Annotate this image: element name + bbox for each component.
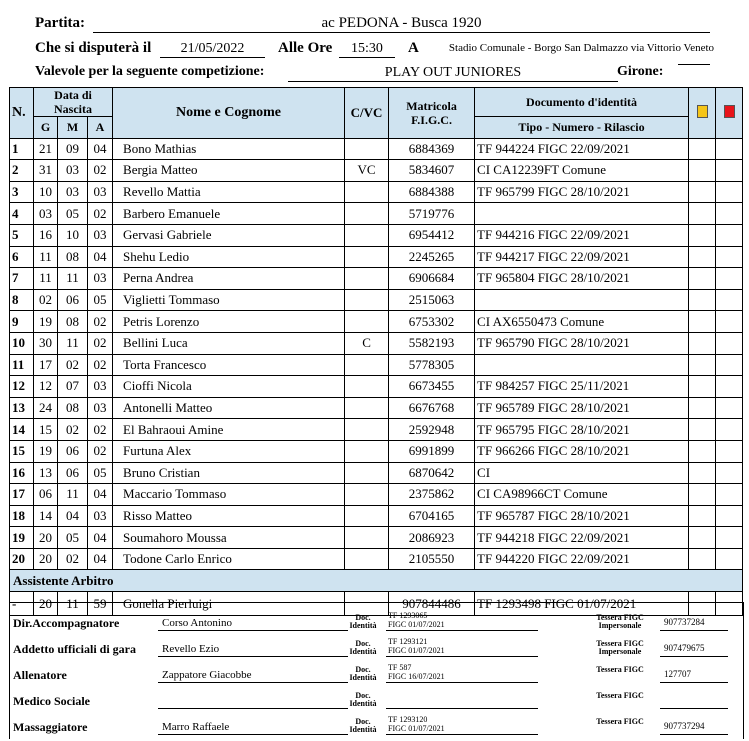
- player-birth-day: 06: [34, 484, 58, 506]
- player-matricola: 6753302: [389, 311, 475, 333]
- player-birth-day: 19: [34, 440, 58, 462]
- player-row: [10, 181, 743, 203]
- assistant-month: 11: [58, 592, 88, 616]
- player-captain: [345, 311, 389, 333]
- venue-label: A: [408, 40, 419, 56]
- player-red-cell: [716, 376, 743, 398]
- player-number: 17: [10, 484, 34, 506]
- player-captain: [345, 268, 389, 290]
- yellow-card-icon: [697, 105, 708, 118]
- player-captain: [345, 484, 389, 506]
- player-birth-year: 04: [88, 548, 113, 570]
- player-birth-year: 02: [88, 311, 113, 333]
- player-birth-year: 05: [88, 462, 113, 484]
- player-yellow-cell: [689, 332, 716, 354]
- player-birth-day: 13: [34, 462, 58, 484]
- staff-doc-label: Doc. Identità: [349, 639, 377, 656]
- player-red-cell: [716, 246, 743, 268]
- player-document: [475, 289, 689, 311]
- staff-doc-label: Doc. Identità: [349, 613, 377, 630]
- player-captain: [345, 289, 389, 311]
- player-row: [10, 419, 743, 441]
- player-yellow-cell: [689, 181, 716, 203]
- player-number: 18: [10, 505, 34, 527]
- player-name: Maccario Tommaso: [113, 484, 345, 506]
- assistant-document: TF 1293498 FIGC 01/07/2021: [475, 592, 689, 616]
- player-yellow-cell: [689, 397, 716, 419]
- player-name: Furtuna Alex: [113, 440, 345, 462]
- player-row: [10, 289, 743, 311]
- player-birth-month: 08: [58, 246, 88, 268]
- staff-role: Massaggiatore: [13, 720, 88, 734]
- staff-row: [10, 637, 743, 663]
- staff-doc-label: Doc. Identità: [349, 665, 377, 682]
- player-name: Antonelli Matteo: [113, 397, 345, 419]
- player-captain: [345, 419, 389, 441]
- player-yellow-cell: [689, 440, 716, 462]
- staff-document: [386, 637, 538, 657]
- player-row: [10, 548, 743, 570]
- player-name: Viglietti Tommaso: [113, 289, 345, 311]
- player-number: 5: [10, 224, 34, 246]
- partita-value: ac PEDONA - Busca 1920: [93, 15, 710, 33]
- player-captain: [345, 397, 389, 419]
- player-name: Perna Andrea: [113, 268, 345, 290]
- player-document: CI: [475, 462, 689, 484]
- player-row: [10, 527, 743, 549]
- player-birth-month: 02: [58, 419, 88, 441]
- player-row: [10, 376, 743, 398]
- player-document: TF 944218 FIGC 22/09/2021: [475, 527, 689, 549]
- player-name: Bono Mathias: [113, 138, 345, 160]
- player-yellow-cell: [689, 311, 716, 333]
- player-birth-year: 03: [88, 376, 113, 398]
- player-row: [10, 505, 743, 527]
- player-document: TF 965789 FIGC 28/10/2021: [475, 397, 689, 419]
- player-yellow-cell: [689, 224, 716, 246]
- player-birth-day: 10: [34, 181, 58, 203]
- player-name: El Bahraoui Amine: [113, 419, 345, 441]
- player-birth-year: 03: [88, 181, 113, 203]
- player-document: CI CA12239FT Comune: [475, 160, 689, 182]
- player-number: 12: [10, 376, 34, 398]
- player-name: Shehu Ledio: [113, 246, 345, 268]
- header-day: G: [34, 117, 58, 139]
- player-number: 10: [10, 332, 34, 354]
- time-label: Alle Ore: [278, 40, 333, 56]
- header-matricola: Matricola F.I.G.C.: [389, 88, 475, 139]
- staff-tessera: 907737294: [660, 721, 728, 735]
- player-document: [475, 203, 689, 225]
- player-birth-year: 03: [88, 224, 113, 246]
- player-name: Soumahoro Moussa: [113, 527, 345, 549]
- player-birth-month: 10: [58, 224, 88, 246]
- staff-tessera: 907737284: [660, 617, 728, 631]
- player-birth-day: 30: [34, 332, 58, 354]
- player-yellow-cell: [689, 246, 716, 268]
- staff-name: Marro Raffaele: [158, 721, 348, 735]
- player-row: [10, 311, 743, 333]
- player-birth-day: 12: [34, 376, 58, 398]
- player-yellow-cell: [689, 527, 716, 549]
- player-number: 7: [10, 268, 34, 290]
- player-matricola: 5834607: [389, 160, 475, 182]
- player-number: 14: [10, 419, 34, 441]
- staff-tessera: 127707: [660, 669, 728, 683]
- player-birth-year: 04: [88, 246, 113, 268]
- player-row: [10, 332, 743, 354]
- players-table: [9, 87, 743, 616]
- assistant-day: 20: [34, 592, 58, 616]
- staff-doc-label: Doc. Identità: [349, 691, 377, 708]
- player-birth-year: 03: [88, 268, 113, 290]
- player-birth-year: 02: [88, 440, 113, 462]
- player-matricola: 6884369: [389, 138, 475, 160]
- staff-name: [158, 695, 348, 709]
- date-value: 21/05/2022: [160, 40, 265, 58]
- player-yellow-cell: [689, 138, 716, 160]
- staff-tessera: 907479675: [660, 643, 728, 657]
- staff-row: [10, 689, 743, 715]
- staff-doc-line1: TF 1293121: [388, 637, 428, 646]
- player-yellow-cell: [689, 289, 716, 311]
- staff-tessera-label: Tessera FIGC Impersonale: [596, 613, 644, 630]
- player-birth-month: 03: [58, 181, 88, 203]
- player-name: Revello Mattia: [113, 181, 345, 203]
- staff-name: Zappatore Giacobbe: [158, 669, 348, 683]
- player-row: [10, 462, 743, 484]
- player-red-cell: [716, 181, 743, 203]
- player-document: TF 944216 FIGC 22/09/2021: [475, 224, 689, 246]
- player-birth-year: 03: [88, 397, 113, 419]
- header-birthdate: Data di Nascita: [34, 88, 113, 117]
- player-document: TF 966266 FIGC 28/10/2021: [475, 440, 689, 462]
- player-yellow-cell: [689, 160, 716, 182]
- player-captain: [345, 138, 389, 160]
- player-red-cell: [716, 419, 743, 441]
- staff-tessera-label: Tessera FIGC: [596, 665, 644, 674]
- player-name: Risso Matteo: [113, 505, 345, 527]
- player-name: Gervasi Gabriele: [113, 224, 345, 246]
- player-row: [10, 246, 743, 268]
- player-birth-month: 05: [58, 203, 88, 225]
- staff-role: Dir.Accompagnatore: [13, 616, 120, 630]
- player-birth-day: 19: [34, 311, 58, 333]
- player-birth-day: 16: [34, 224, 58, 246]
- player-birth-day: 02: [34, 289, 58, 311]
- player-matricola: 2105550: [389, 548, 475, 570]
- player-number: 3: [10, 181, 34, 203]
- player-birth-month: 09: [58, 138, 88, 160]
- player-matricola: 6954412: [389, 224, 475, 246]
- player-birth-year: 05: [88, 289, 113, 311]
- player-name: Bergia Matteo: [113, 160, 345, 182]
- player-birth-month: 11: [58, 332, 88, 354]
- player-document: TF 984257 FIGC 25/11/2021: [475, 376, 689, 398]
- player-captain: [345, 527, 389, 549]
- staff-doc-line1: TF 587: [388, 663, 412, 672]
- player-birth-year: 02: [88, 332, 113, 354]
- player-red-cell: [716, 440, 743, 462]
- player-birth-day: 03: [34, 203, 58, 225]
- player-birth-day: 14: [34, 505, 58, 527]
- player-document: TF 965790 FIGC 28/10/2021: [475, 332, 689, 354]
- player-birth-month: 07: [58, 376, 88, 398]
- player-row: [10, 440, 743, 462]
- player-captain: C: [345, 332, 389, 354]
- player-number: 16: [10, 462, 34, 484]
- staff-document: [386, 663, 538, 683]
- red-card-header: [716, 88, 743, 139]
- player-birth-year: 04: [88, 527, 113, 549]
- player-name: Petris Lorenzo: [113, 311, 345, 333]
- staff-tessera-label: Tessera FIGC: [596, 717, 644, 726]
- assistant-number: -: [10, 592, 34, 616]
- player-name: Bruno Cristian: [113, 462, 345, 484]
- player-birth-month: 05: [58, 527, 88, 549]
- player-captain: [345, 246, 389, 268]
- staff-role: Medico Sociale: [13, 694, 90, 708]
- player-yellow-cell: [689, 203, 716, 225]
- assistant-matricola: 907844486: [389, 592, 475, 616]
- competition-label: Valevole per la seguente competizione:: [35, 64, 265, 79]
- player-document: TF 944220 FIGC 22/09/2021: [475, 548, 689, 570]
- player-yellow-cell: [689, 376, 716, 398]
- player-row: [10, 354, 743, 376]
- player-red-cell: [716, 138, 743, 160]
- player-red-cell: [716, 160, 743, 182]
- staff-row: [10, 611, 743, 637]
- staff-doc-line2: FIGC 16/07/2021: [388, 672, 445, 681]
- assistant-name: Gonella Pierluigi: [113, 592, 345, 616]
- player-document: TF 965787 FIGC 28/10/2021: [475, 505, 689, 527]
- player-red-cell: [716, 505, 743, 527]
- player-red-cell: [716, 397, 743, 419]
- player-red-cell: [716, 462, 743, 484]
- staff-doc-line1: TF 1293065: [388, 611, 428, 620]
- header-name: Nome e Cognome: [113, 88, 345, 139]
- player-captain: [345, 224, 389, 246]
- player-matricola: 6884388: [389, 181, 475, 203]
- player-yellow-cell: [689, 462, 716, 484]
- player-matricola: 2515063: [389, 289, 475, 311]
- player-name: Cioffi Nicola: [113, 376, 345, 398]
- staff-name: Corso Antonino: [158, 617, 348, 631]
- player-red-cell: [716, 224, 743, 246]
- staff-doc-label: Doc. Identità: [349, 717, 377, 734]
- date-label: Che si disputerà il: [35, 40, 152, 56]
- player-matricola: 5582193: [389, 332, 475, 354]
- player-name: Barbero Emanuele: [113, 203, 345, 225]
- player-birth-day: 11: [34, 268, 58, 290]
- player-birth-day: 15: [34, 419, 58, 441]
- player-row: [10, 138, 743, 160]
- assistant-year: 59: [88, 592, 113, 616]
- player-red-cell: [716, 484, 743, 506]
- player-yellow-cell: [689, 548, 716, 570]
- staff-doc-line2: FIGC 01/07/2021: [388, 620, 445, 629]
- player-red-cell: [716, 289, 743, 311]
- player-number: 9: [10, 311, 34, 333]
- player-birth-month: 04: [58, 505, 88, 527]
- player-captain: [345, 203, 389, 225]
- player-yellow-cell: [689, 484, 716, 506]
- competition-value: PLAY OUT JUNIORES: [288, 64, 618, 82]
- player-red-cell: [716, 311, 743, 333]
- player-matricola: 2592948: [389, 419, 475, 441]
- player-row: [10, 484, 743, 506]
- player-birth-year: 04: [88, 138, 113, 160]
- player-birth-month: 03: [58, 160, 88, 182]
- player-birth-month: 11: [58, 268, 88, 290]
- player-document: TF 965799 FIGC 28/10/2021: [475, 181, 689, 203]
- player-birth-month: 06: [58, 462, 88, 484]
- player-matricola: 6870642: [389, 462, 475, 484]
- player-yellow-cell: [689, 505, 716, 527]
- player-birth-month: 06: [58, 289, 88, 311]
- player-birth-year: 02: [88, 419, 113, 441]
- player-matricola: 6704165: [389, 505, 475, 527]
- time-value: 15:30: [339, 40, 395, 58]
- player-captain: VC: [345, 160, 389, 182]
- player-captain: [345, 548, 389, 570]
- staff-document: [386, 715, 538, 735]
- player-document: CI AX6550473 Comune: [475, 311, 689, 333]
- player-document: TF 965795 FIGC 28/10/2021: [475, 419, 689, 441]
- player-matricola: 6991899: [389, 440, 475, 462]
- staff-name: Revello Ezio: [158, 643, 348, 657]
- player-red-cell: [716, 332, 743, 354]
- player-name: Torta Francesco: [113, 354, 345, 376]
- girone-label: Girone:: [617, 64, 664, 79]
- header-month: M: [58, 117, 88, 139]
- header-document: Documento d'identità: [475, 88, 689, 117]
- staff-tessera-label: Tessera FIGC: [596, 691, 644, 700]
- player-document: [475, 354, 689, 376]
- player-yellow-cell: [689, 419, 716, 441]
- player-red-cell: [716, 354, 743, 376]
- staff-doc-line1: TF 1293120: [388, 715, 428, 724]
- player-row: [10, 397, 743, 419]
- player-matricola: 2245265: [389, 246, 475, 268]
- player-red-cell: [716, 268, 743, 290]
- player-birth-day: 20: [34, 527, 58, 549]
- player-birth-year: 04: [88, 484, 113, 506]
- staff-role: Allenatore: [13, 668, 67, 682]
- staff-row: [10, 715, 743, 741]
- staff-document: [386, 611, 538, 631]
- player-birth-month: 11: [58, 484, 88, 506]
- header-number: N.: [10, 88, 34, 139]
- player-birth-day: 24: [34, 397, 58, 419]
- player-yellow-cell: [689, 354, 716, 376]
- player-number: 6: [10, 246, 34, 268]
- staff-document: [386, 689, 538, 709]
- player-document: TF 944224 FIGC 22/09/2021: [475, 138, 689, 160]
- player-red-cell: [716, 203, 743, 225]
- player-birth-day: 20: [34, 548, 58, 570]
- player-captain: [345, 376, 389, 398]
- staff-tessera: [660, 695, 728, 709]
- player-captain: [345, 462, 389, 484]
- player-document: TF 965804 FIGC 28/10/2021: [475, 268, 689, 290]
- player-document: CI CA98966CT Comune: [475, 484, 689, 506]
- staff-role: Addetto ufficiali di gara: [13, 642, 136, 656]
- staff-doc-line2: FIGC 01/07/2021: [388, 724, 445, 733]
- player-birth-year: 02: [88, 160, 113, 182]
- header-year: A: [88, 117, 113, 139]
- player-number: 20: [10, 548, 34, 570]
- player-number: 15: [10, 440, 34, 462]
- staff-doc-line2: FIGC 01/07/2021: [388, 646, 445, 655]
- player-birth-day: 17: [34, 354, 58, 376]
- venue-value: Stadio Comunale - Borgo San Dalmazzo via Vittorio Veneto: [448, 42, 715, 54]
- staff-row: [10, 663, 743, 689]
- player-row: [10, 224, 743, 246]
- player-matricola: 2375862: [389, 484, 475, 506]
- player-captain: [345, 440, 389, 462]
- player-birth-month: 02: [58, 548, 88, 570]
- player-birth-month: 02: [58, 354, 88, 376]
- player-matricola: 6906684: [389, 268, 475, 290]
- player-yellow-cell: [689, 268, 716, 290]
- player-birth-year: 03: [88, 505, 113, 527]
- player-matricola: 5778305: [389, 354, 475, 376]
- player-name: Bellini Luca: [113, 332, 345, 354]
- player-number: 19: [10, 527, 34, 549]
- player-number: 4: [10, 203, 34, 225]
- player-matricola: 6673455: [389, 376, 475, 398]
- player-captain: [345, 505, 389, 527]
- yellow-card-header: [689, 88, 716, 139]
- player-birth-day: 31: [34, 160, 58, 182]
- player-number: 8: [10, 289, 34, 311]
- player-matricola: 6676768: [389, 397, 475, 419]
- player-birth-day: 11: [34, 246, 58, 268]
- player-row: [10, 160, 743, 182]
- player-row: [10, 268, 743, 290]
- red-card-icon: [724, 105, 735, 118]
- player-number: 13: [10, 397, 34, 419]
- player-document: TF 944217 FIGC 22/09/2021: [475, 246, 689, 268]
- player-matricola: 2086923: [389, 527, 475, 549]
- player-birth-day: 21: [34, 138, 58, 160]
- player-red-cell: [716, 548, 743, 570]
- girone-value: [678, 64, 710, 65]
- player-birth-month: 06: [58, 440, 88, 462]
- player-captain: [345, 354, 389, 376]
- player-number: 2: [10, 160, 34, 182]
- staff-tessera-label: Tessera FIGC Impersonale: [596, 639, 644, 656]
- player-name: Todone Carlo Enrico: [113, 548, 345, 570]
- player-birth-year: 02: [88, 354, 113, 376]
- staff-section: [9, 602, 744, 739]
- player-birth-month: 08: [58, 311, 88, 333]
- player-number: 11: [10, 354, 34, 376]
- player-birth-month: 08: [58, 397, 88, 419]
- header-document-sub: Tipo - Numero - Rilascio: [475, 117, 689, 139]
- player-matricola: 5719776: [389, 203, 475, 225]
- assistant-section-label: Assistente Arbitro: [10, 570, 743, 592]
- player-captain: [345, 181, 389, 203]
- header-captain: C/VC: [345, 88, 389, 139]
- partita-label: Partita:: [35, 15, 85, 31]
- player-birth-year: 02: [88, 203, 113, 225]
- player-red-cell: [716, 527, 743, 549]
- player-number: 1: [10, 138, 34, 160]
- player-row: [10, 203, 743, 225]
